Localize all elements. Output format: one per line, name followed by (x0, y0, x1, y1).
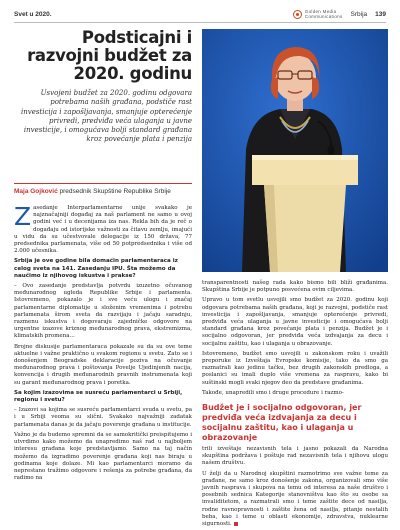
interview-question: Sa kojim izazovima se susreću parlamentarci u Srbiji, regionu i svetu? (14, 389, 183, 404)
body-paragraph: Istovremeno, budžet smo usvojili u zakonskom roku i uvažili preporuke iz Izveštaja Evropske komisije, tako da smo ga razmatrali kao jedinu tačku, bez drugih zakonskih predloga, a poslanici su imali duplo više vremena za raspravu, kako bi suštinski mogli svaki njegov deo da predstave građanima. (202, 350, 388, 386)
column-right (202, 280, 388, 530)
publisher-brand (293, 9, 343, 19)
issue-name: Srbija (350, 10, 368, 18)
body-paragraph: U želji da u Narodnoj skupštini razmotrimo sve važne teme za građane, ne samo kroz donošenje zakona, organizovali smo više javnih rasprava i skupova na temu od interesa za naše društvo i posebnih sednica Kategorije stanovništva kao što su osobe sa invaliditetom, a razmatrali smo i teme zaštite dece od nasilja, rodne ravnopravnosti i zaštite žena od nasilja, pitanje nestalih beba, kao i teme u oblasti ekonomije, zdravstva, nuklearne sigurnosti. (202, 470, 388, 528)
drop-cap: Z (14, 202, 32, 231)
author-name: Maja Gojković (14, 188, 58, 195)
body-paragraph: transparentnosti našeg rada kako bismo bili bliži građanima. Skupština Srbije je potpuno posvećena ovim ciljevima. (202, 280, 388, 294)
article-title: Podsticajni i razvojni budžet za 2020. godinu (27, 28, 192, 83)
title-block (14, 29, 192, 145)
header-right (293, 9, 386, 19)
speaker-photo (202, 29, 388, 272)
header-rule (14, 22, 386, 23)
publisher-name: Golden Media Communications (304, 9, 343, 19)
body-paragraph: trili izveštaje nezavisnih tela i jasno pokazali da Narodna skupština podržava i poštuje rad nezavisnih tela i njihovu ulogu našem društvu. (202, 446, 388, 467)
body-paragraph: Važno je da budemo spremni da se samokritički preispitujemo i utvrdimo kako možemo da unapredimo naš rad u najboljem interesu građana koje predstavljamo. Samo na taj način možemo da izgradimo poverenje građana koji nas biraju u godinama koje dolaze. Mi kao parlamentarci moramo da neprestano tražimo odgovore i rešenja za potrebe građana, da radimo na (14, 431, 192, 482)
column-left (14, 202, 192, 485)
publisher-logo-icon (293, 10, 302, 19)
end-mark-icon (234, 522, 238, 526)
body-paragraph: Upravo u tom svetlu usvojili smo budžet za 2020. godinu koji odgovara potrebama naših građana, koji je razvojni, podstiče rast investicija i zapošljavanja, smanjuje opterećenje privredi, predviđa veća ulaganja u javne investicije i omogućava bolji standard građana kroz povećanje plata i penzija. Budžet je i socijalno odgovoran, jer predviđa veća izdvajanja za decu i socijalnu zaštitu, kao i ulaganja u obrazovanje. (202, 297, 388, 347)
speaker-illustration (202, 29, 388, 272)
body-paragraph: – Ovo zasedanje predstavlja potvrdu izuzetno očuvanog međunarodnog ugleda Republike Srbije i parlamenta. Istovremeno, pokazalo je i sve veću ulogu i značaj parlamentarne diplomatije u složenim vremenima i potrebu parlamenata širom sveta da razvijaju i jačaju saradnju, razmenu iskustva i dogovaraju zajedničke odgovore na urgentne izazove kriznog međunarodnog prava, ekstremizma, klimatskih promena... (14, 283, 192, 340)
interview-question: Srbija je ove godine bila domaćin parlamentaraca iz celog sveta na 141. Zasedanju IPU. Šta možemo da naučimo iz njihovog iskustva i prakse? (14, 258, 178, 279)
body-paragraph: Takođe, unapredili smo i druge procedure i razmo- (202, 389, 344, 396)
body-paragraph: Brojne diskusije parlamentaraca pokazale su da su ove teme aktuelne i važne praktično u svakom regionu u svetu. Zato se i donošenjem Beogradske deklaracije poziva na očuvanje međunarodnog prava i poštovanja Povelje Ujedinjenih nacija, konvencija i drugih međunarodnih pravnih instrumenata koji su garant međunarodnog prava i poretka. (14, 343, 192, 386)
body-paragraph: Zasedanje Interparlamentarne unije svakako je najznačajniji događaj za naš parlament ne samo u ovoj godini već i u decenijama iza nas. Reklа bih da je reč o događaju od istorijske važnosti za čitavu zemlju, imajući u vidu da su učestvovale delegacije iz 150 država, 77 predsednika parlamenata, više od 50 potpredsednika i više od 2.000 učesnika. (14, 202, 192, 255)
section-label: Svet u 2020. (14, 10, 52, 18)
pull-quote: Budžet je i socijalno odgovoran, jer predviđa veća izdvajanja za decu i socijalnu zaštitu, kao i ulaganja u obrazovanje (202, 403, 362, 443)
author-role: predsednik Skupštine Republike Srbije (59, 188, 171, 195)
article-lead: Usvojeni budžet za 2020. godinu odgovara potrebama naših građana, podstiče rast investicija i zapošljavanja, smanjuje opterećenje privredi, predviđa veća ulaganja u javne investicije, i omogućava bolji standard građana kroz povećanje plata i penzija (21, 89, 192, 144)
page-number: 139 (375, 10, 386, 18)
author-byline (14, 183, 192, 197)
page-header (14, 7, 386, 21)
body-paragraph: – Izazovi sa kojima se susreću parlamentarci svuda u svetu, pa i u Srbiji veoma su slični. Svakako najvažniji zadatak parlamenata danas je da jačaju poverenje građana u institucije. (14, 407, 192, 428)
